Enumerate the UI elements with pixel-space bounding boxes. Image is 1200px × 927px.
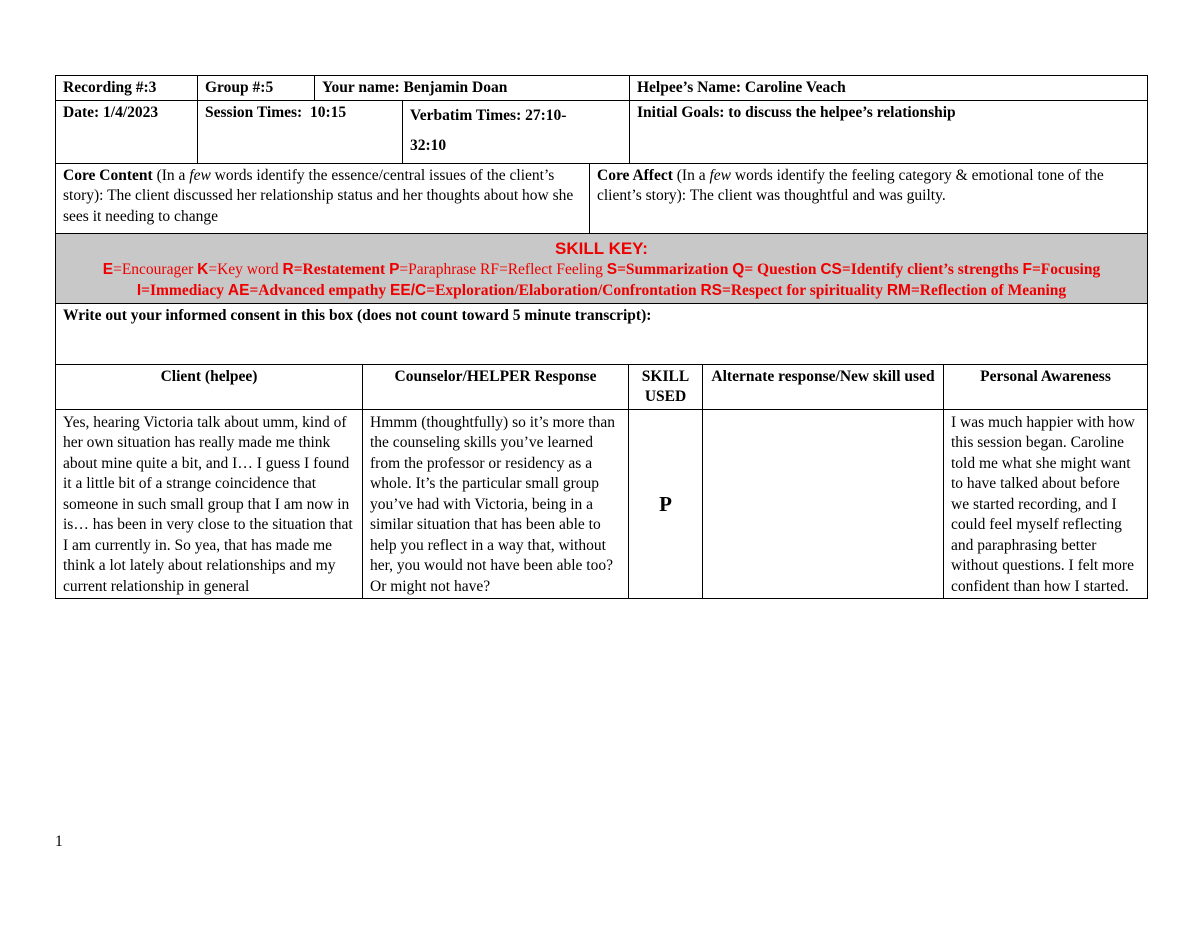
your-name-label: Your name:: [322, 79, 400, 96]
header-row-2: [55, 100, 1148, 164]
skill-key-row: [55, 233, 1148, 304]
skill-key-list: [66, 259, 1137, 301]
column-header-alternate: Alternate response/New skill used: [703, 364, 944, 409]
core-content-label: Core Content: [63, 166, 153, 184]
helper-response: Hmmm (thoughtfully) so it’s more than the counseling skills you’ve learned from the professor or residency as a whole. It’s the particular small group you’ve had with Victoria, being in a similar situation that has been able to help you reflect in a way that, without her, you would not have been able too? Or might not have?: [363, 409, 629, 599]
table-row: [56, 409, 1148, 599]
skill-key-abbr: S: [606, 260, 618, 278]
core-affect-instruction-a: (In a: [676, 166, 710, 184]
skill-key-abbr: AE: [227, 281, 250, 299]
recording-cell: [56, 76, 198, 101]
core-content-instruction-a: (In a: [156, 166, 190, 184]
core-affect-value: The client was thoughtful and was guilty.: [689, 187, 946, 204]
skill-key-abbr: RS: [700, 281, 723, 299]
core-row: [55, 163, 1148, 234]
recording-value: 3: [148, 79, 157, 96]
helpee-label: Helpee’s Name:: [637, 79, 742, 96]
group-label: Group #:: [205, 79, 266, 96]
skill-key-desc: =Encourager: [113, 260, 198, 278]
skill-key-abbr: K: [197, 260, 209, 278]
helpee-name-cell: [630, 76, 1148, 101]
date-value: 1/4/2023: [103, 103, 159, 121]
transcript-table: [55, 364, 1148, 600]
date-cell: [56, 100, 198, 163]
skill-key-desc: =Identify client’s strengths: [841, 260, 1023, 278]
group-value: 5: [265, 79, 274, 96]
verbatim-times-cell: [403, 100, 630, 163]
session-value: 10:15: [309, 103, 347, 121]
skill-key-desc: =Reflection of Meaning: [910, 281, 1067, 299]
core-content-instruction-emphasis: few: [189, 166, 211, 184]
goals-label: Initial Goals:: [637, 103, 725, 121]
alternate-response: [703, 409, 944, 599]
verbatim-label: Verbatim Times:: [410, 106, 522, 124]
skill-key-abbr: F: [1022, 260, 1032, 278]
skill-key-abbr: CS: [820, 260, 842, 278]
skill-key-desc: =Summarization: [617, 260, 733, 278]
goals-value: to discuss the helpee’s relationship: [728, 103, 956, 121]
core-affect-cell: [590, 163, 1148, 233]
initial-goals-cell: [630, 100, 1148, 163]
transcript-header-row: [56, 364, 1148, 409]
skill-key-abbr: E: [102, 260, 114, 278]
skill-key-desc: =Paraphrase RF=Reflect Feeling: [399, 260, 607, 278]
skill-key-abbr: I: [136, 281, 142, 299]
skill-key-desc: =Respect for spirituality: [722, 281, 887, 299]
your-name-cell: [315, 76, 630, 101]
column-header-awareness: Personal Awareness: [944, 364, 1148, 409]
consent-row: [55, 303, 1148, 365]
skill-key-abbr: P: [389, 260, 400, 278]
helper-verbatim-form: [55, 75, 1148, 599]
column-header-helper: Counselor/HELPER Response: [363, 364, 629, 409]
skill-key-abbr: R: [282, 260, 294, 278]
skill-key-cell: [56, 233, 1148, 303]
core-content-value: The client discussed her relationship status and her thoughts about how she sees it needing to change: [63, 187, 574, 225]
skill-used: P: [629, 409, 703, 599]
column-header-client: Client (helpee): [56, 364, 363, 409]
skill-key-abbr: RM: [886, 281, 911, 299]
date-label: Date:: [63, 103, 100, 121]
skill-key-abbr: Q: [732, 260, 745, 278]
skill-key-desc: =Exploration/Elaboration/Confrontation: [426, 281, 701, 299]
session-times-cell: [198, 100, 403, 163]
skill-key-title: SKILL KEY:: [555, 238, 648, 258]
verbatim-value-end: 32:10: [410, 136, 447, 154]
skill-key-desc: =Key word: [208, 260, 283, 278]
skill-key-desc: =Advanced empathy: [249, 281, 391, 299]
group-cell: [198, 76, 315, 101]
header-row-1: [55, 75, 1148, 101]
client-statement: Yes, hearing Victoria talk about umm, kind of her own situation has really made me think about mine quite a bit, and I… I guess I found it a little bit of a strange coincidence that someone in such small group that I am now in is… has been in very close to the situation that I am currently in. So yea, that has made me think a lot lately about relationships and my current relationship in general: [56, 409, 363, 599]
column-header-skill: SKILL USED: [629, 364, 703, 409]
session-label: Session Times:: [205, 103, 303, 121]
core-content-cell: [56, 163, 590, 233]
page-number: 1: [55, 833, 63, 850]
skill-key-desc: = Question: [744, 260, 821, 278]
verbatim-value-start: 27:10-: [525, 106, 567, 124]
skill-key-desc: =Focusing: [1031, 260, 1101, 278]
skill-key-desc: =Immediacy: [141, 281, 228, 299]
core-content-instruction-b: words identify the essence/central issues of the client’s story):: [63, 166, 555, 204]
core-affect-label: Core Affect: [597, 166, 673, 184]
core-affect-instruction-emphasis: few: [709, 166, 731, 184]
helpee-value: Caroline Veach: [744, 79, 846, 96]
your-name-value: Benjamin Doan: [403, 79, 508, 96]
core-affect-instruction-b: words identify the feeling category & emotional tone of the client’s story):: [597, 166, 1104, 204]
consent-cell: [56, 303, 1148, 364]
consent-label: Write out your informed consent in this box (does not count toward 5 minute transcript):: [63, 306, 652, 324]
skill-key-abbr: EE/C: [390, 281, 427, 299]
personal-awareness: I was much happier with how this session began. Caroline told me what she might want to have talked about before we started recording, and I could feel myself reflecting and paraphrasing better without questions. I felt more confident than how I started.: [944, 409, 1148, 599]
recording-label: Recording #:: [63, 79, 149, 96]
skill-key-desc: =Restatement: [293, 260, 390, 278]
